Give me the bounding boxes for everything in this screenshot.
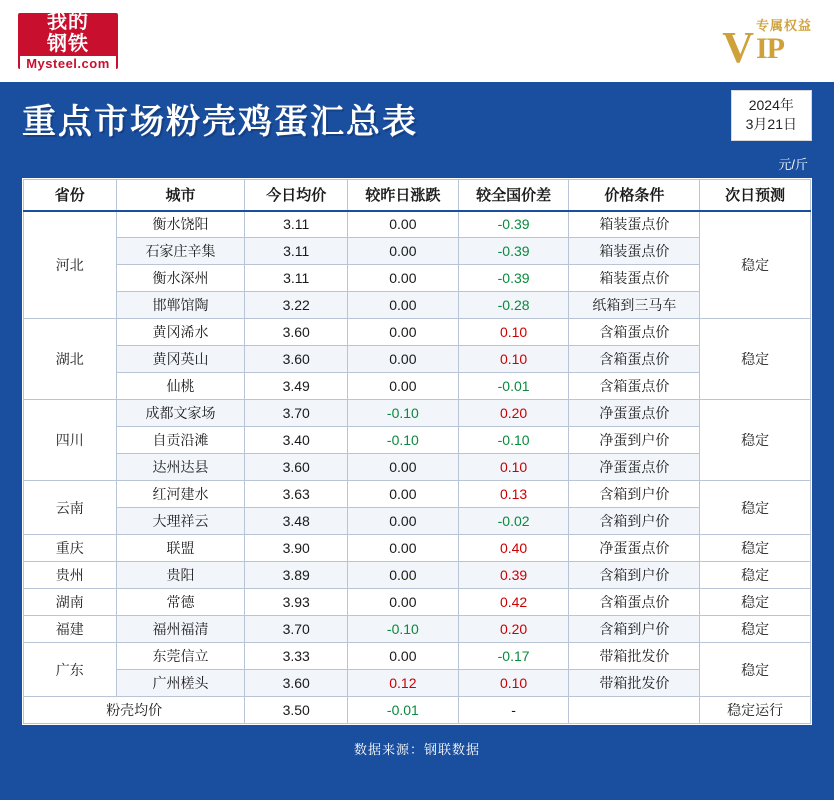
cell-change: 0.00 (348, 508, 459, 535)
table-row (24, 346, 811, 373)
cell-change: 0.12 (348, 670, 459, 697)
cell-forecast: 稳定 (700, 535, 811, 562)
cell-condition: 含箱到户价 (569, 508, 700, 535)
cell-price: 3.40 (245, 427, 348, 454)
cell-city: 黄冈浠水 (116, 319, 245, 346)
cell-price: 3.93 (245, 589, 348, 616)
vip-ip-letters: IP (755, 31, 784, 65)
cell-province: 福建 (24, 616, 117, 643)
cell-diff: -0.10 (458, 427, 569, 454)
table-row (24, 535, 811, 562)
cell-price: 3.63 (245, 481, 348, 508)
cell-change: 0.00 (348, 562, 459, 589)
cell-summary-change: -0.01 (348, 697, 459, 724)
cell-diff: -0.39 (458, 238, 569, 265)
cell-forecast: 稳定 (700, 319, 811, 400)
summary-row (24, 697, 811, 724)
cell-condition: 含箱到户价 (569, 562, 700, 589)
cell-diff: 0.10 (458, 670, 569, 697)
cell-diff: -0.39 (458, 265, 569, 292)
unit-label: 元/斤 (778, 157, 808, 172)
data-table-wrap (22, 178, 812, 725)
cell-diff: 0.39 (458, 562, 569, 589)
table-row (24, 211, 811, 238)
cell-diff: 0.13 (458, 481, 569, 508)
cell-change: 0.00 (348, 589, 459, 616)
col-condition: 价格条件 (569, 180, 700, 211)
cell-forecast: 稳定 (700, 400, 811, 481)
table-row (24, 319, 811, 346)
table-row (24, 670, 811, 697)
cell-city: 成都文家场 (116, 400, 245, 427)
cell-price: 3.70 (245, 400, 348, 427)
cell-condition: 带箱批发价 (569, 670, 700, 697)
cell-price: 3.90 (245, 535, 348, 562)
cell-diff: 0.10 (458, 319, 569, 346)
vip-badge (722, 15, 812, 72)
logo-domain: Mysteel.com (20, 56, 116, 71)
cell-summary-label: 粉壳均价 (24, 697, 245, 724)
cell-condition: 箱装蛋点价 (569, 238, 700, 265)
cell-forecast: 稳定 (700, 616, 811, 643)
col-forecast: 次日预测 (700, 180, 811, 211)
vip-subtitle: 专属权益 (755, 17, 812, 33)
cell-province: 河北 (24, 211, 117, 319)
table-row (24, 238, 811, 265)
table-row (24, 373, 811, 400)
cell-change: 0.00 (348, 535, 459, 562)
cell-change: 0.00 (348, 292, 459, 319)
cell-summary-price: 3.50 (245, 697, 348, 724)
table-row (24, 508, 811, 535)
cell-city: 常德 (116, 589, 245, 616)
cell-change: 0.00 (348, 346, 459, 373)
cell-province: 湖北 (24, 319, 117, 400)
header-row (24, 180, 811, 211)
cell-condition: 含箱蛋点价 (569, 319, 700, 346)
cell-summary-diff: - (458, 697, 569, 724)
vip-v-letter: V (722, 22, 754, 72)
cell-summary-condition (569, 697, 700, 724)
cell-price: 3.60 (245, 319, 348, 346)
table-row (24, 427, 811, 454)
cell-change: 0.00 (348, 373, 459, 400)
cell-change: 0.00 (348, 319, 459, 346)
cell-diff: 0.10 (458, 346, 569, 373)
cell-city: 邯郸馆陶 (116, 292, 245, 319)
cell-condition: 含箱蛋点价 (569, 373, 700, 400)
cell-price: 3.11 (245, 265, 348, 292)
cell-province: 重庆 (24, 535, 117, 562)
cell-price: 3.49 (245, 373, 348, 400)
cell-change: 0.00 (348, 481, 459, 508)
cell-forecast: 稳定 (700, 211, 811, 319)
cell-price: 3.60 (245, 454, 348, 481)
table-row (24, 616, 811, 643)
cell-city: 红河建水 (116, 481, 245, 508)
logo-line1: 我的 (47, 10, 89, 33)
cell-price: 3.48 (245, 508, 348, 535)
cell-forecast: 稳定 (700, 562, 811, 589)
cell-diff: -0.02 (458, 508, 569, 535)
table-row (24, 562, 811, 589)
cell-forecast: 稳定 (700, 643, 811, 697)
egg-price-table (23, 179, 811, 724)
cell-change: -0.10 (348, 427, 459, 454)
cell-price: 3.60 (245, 670, 348, 697)
table-row (24, 643, 811, 670)
date-day: 3月21日 (745, 115, 797, 132)
table-row (24, 481, 811, 508)
cell-condition: 净蛋蛋点价 (569, 454, 700, 481)
cell-change: 0.00 (348, 643, 459, 670)
table-row (24, 454, 811, 481)
source-note: 数据来源：钢联数据 (353, 742, 480, 757)
cell-diff: -0.28 (458, 292, 569, 319)
cell-province: 贵州 (24, 562, 117, 589)
page-title: 重点市场粉壳鸡蛋汇总表 (22, 102, 418, 141)
cell-city: 大理祥云 (116, 508, 245, 535)
cell-diff: 0.20 (458, 400, 569, 427)
cell-change: -0.10 (348, 616, 459, 643)
cell-condition: 含箱蛋点价 (569, 346, 700, 373)
cell-price: 3.33 (245, 643, 348, 670)
cell-price: 3.11 (245, 238, 348, 265)
col-change: 较昨日涨跌 (348, 180, 459, 211)
cell-change: 0.00 (348, 265, 459, 292)
cell-summary-forecast: 稳定运行 (700, 697, 811, 724)
cell-diff: -0.01 (458, 373, 569, 400)
mysteel-logo (18, 10, 118, 71)
cell-diff: 0.40 (458, 535, 569, 562)
cell-diff: 0.10 (458, 454, 569, 481)
cell-change: 0.00 (348, 211, 459, 238)
cell-province: 云南 (24, 481, 117, 535)
cell-price: 3.70 (245, 616, 348, 643)
cell-city: 联盟 (116, 535, 245, 562)
cell-forecast: 稳定 (700, 589, 811, 616)
cell-price: 3.60 (245, 346, 348, 373)
cell-change: 0.00 (348, 454, 459, 481)
cell-condition: 带箱批发价 (569, 643, 700, 670)
cell-city: 达州达县 (116, 454, 245, 481)
cell-city: 东莞信立 (116, 643, 245, 670)
col-diff: 较全国价差 (458, 180, 569, 211)
cell-condition: 含箱到户价 (569, 481, 700, 508)
table-body (24, 211, 811, 724)
cell-city: 福州福清 (116, 616, 245, 643)
cell-condition: 箱装蛋点价 (569, 265, 700, 292)
cell-condition: 箱装蛋点价 (569, 211, 700, 238)
table-header (24, 180, 811, 211)
cell-diff: 0.20 (458, 616, 569, 643)
cell-condition: 含箱蛋点价 (569, 589, 700, 616)
table-row (24, 400, 811, 427)
cell-diff: -0.17 (458, 643, 569, 670)
cell-city: 衡水深州 (116, 265, 245, 292)
table-row (24, 589, 811, 616)
col-price: 今日均价 (245, 180, 348, 211)
table-row (24, 265, 811, 292)
cell-province: 四川 (24, 400, 117, 481)
logo-line2: 钢铁 (47, 32, 89, 55)
cell-city: 石家庄辛集 (116, 238, 245, 265)
col-province: 省份 (24, 180, 117, 211)
header-bar (0, 0, 834, 82)
cell-province: 广东 (24, 643, 117, 697)
cell-condition: 纸箱到三马车 (569, 292, 700, 319)
date-year: 2024年 (748, 97, 794, 113)
cell-city: 衡水饶阳 (116, 211, 245, 238)
cell-condition: 净蛋蛋点价 (569, 535, 700, 562)
vip-text-group (756, 15, 812, 64)
cell-city: 自贡沿滩 (116, 427, 245, 454)
date-badge (731, 90, 812, 141)
cell-price: 3.11 (245, 211, 348, 238)
cell-change: -0.10 (348, 400, 459, 427)
cell-condition: 净蛋到户价 (569, 427, 700, 454)
cell-city: 仙桃 (116, 373, 245, 400)
title-row (0, 82, 834, 154)
cell-forecast: 稳定 (700, 481, 811, 535)
cell-change: 0.00 (348, 238, 459, 265)
cell-province: 湖南 (24, 589, 117, 616)
col-city: 城市 (116, 180, 245, 211)
cell-city: 黄冈英山 (116, 346, 245, 373)
cell-diff: 0.42 (458, 589, 569, 616)
cell-diff: -0.39 (458, 211, 569, 238)
cell-city: 广州槎头 (116, 670, 245, 697)
cell-price: 3.22 (245, 292, 348, 319)
cell-condition: 净蛋蛋点价 (569, 400, 700, 427)
table-row (24, 292, 811, 319)
cell-condition: 含箱到户价 (569, 616, 700, 643)
cell-price: 3.89 (245, 562, 348, 589)
unit-label-row (0, 154, 834, 178)
cell-city: 贵阳 (116, 562, 245, 589)
